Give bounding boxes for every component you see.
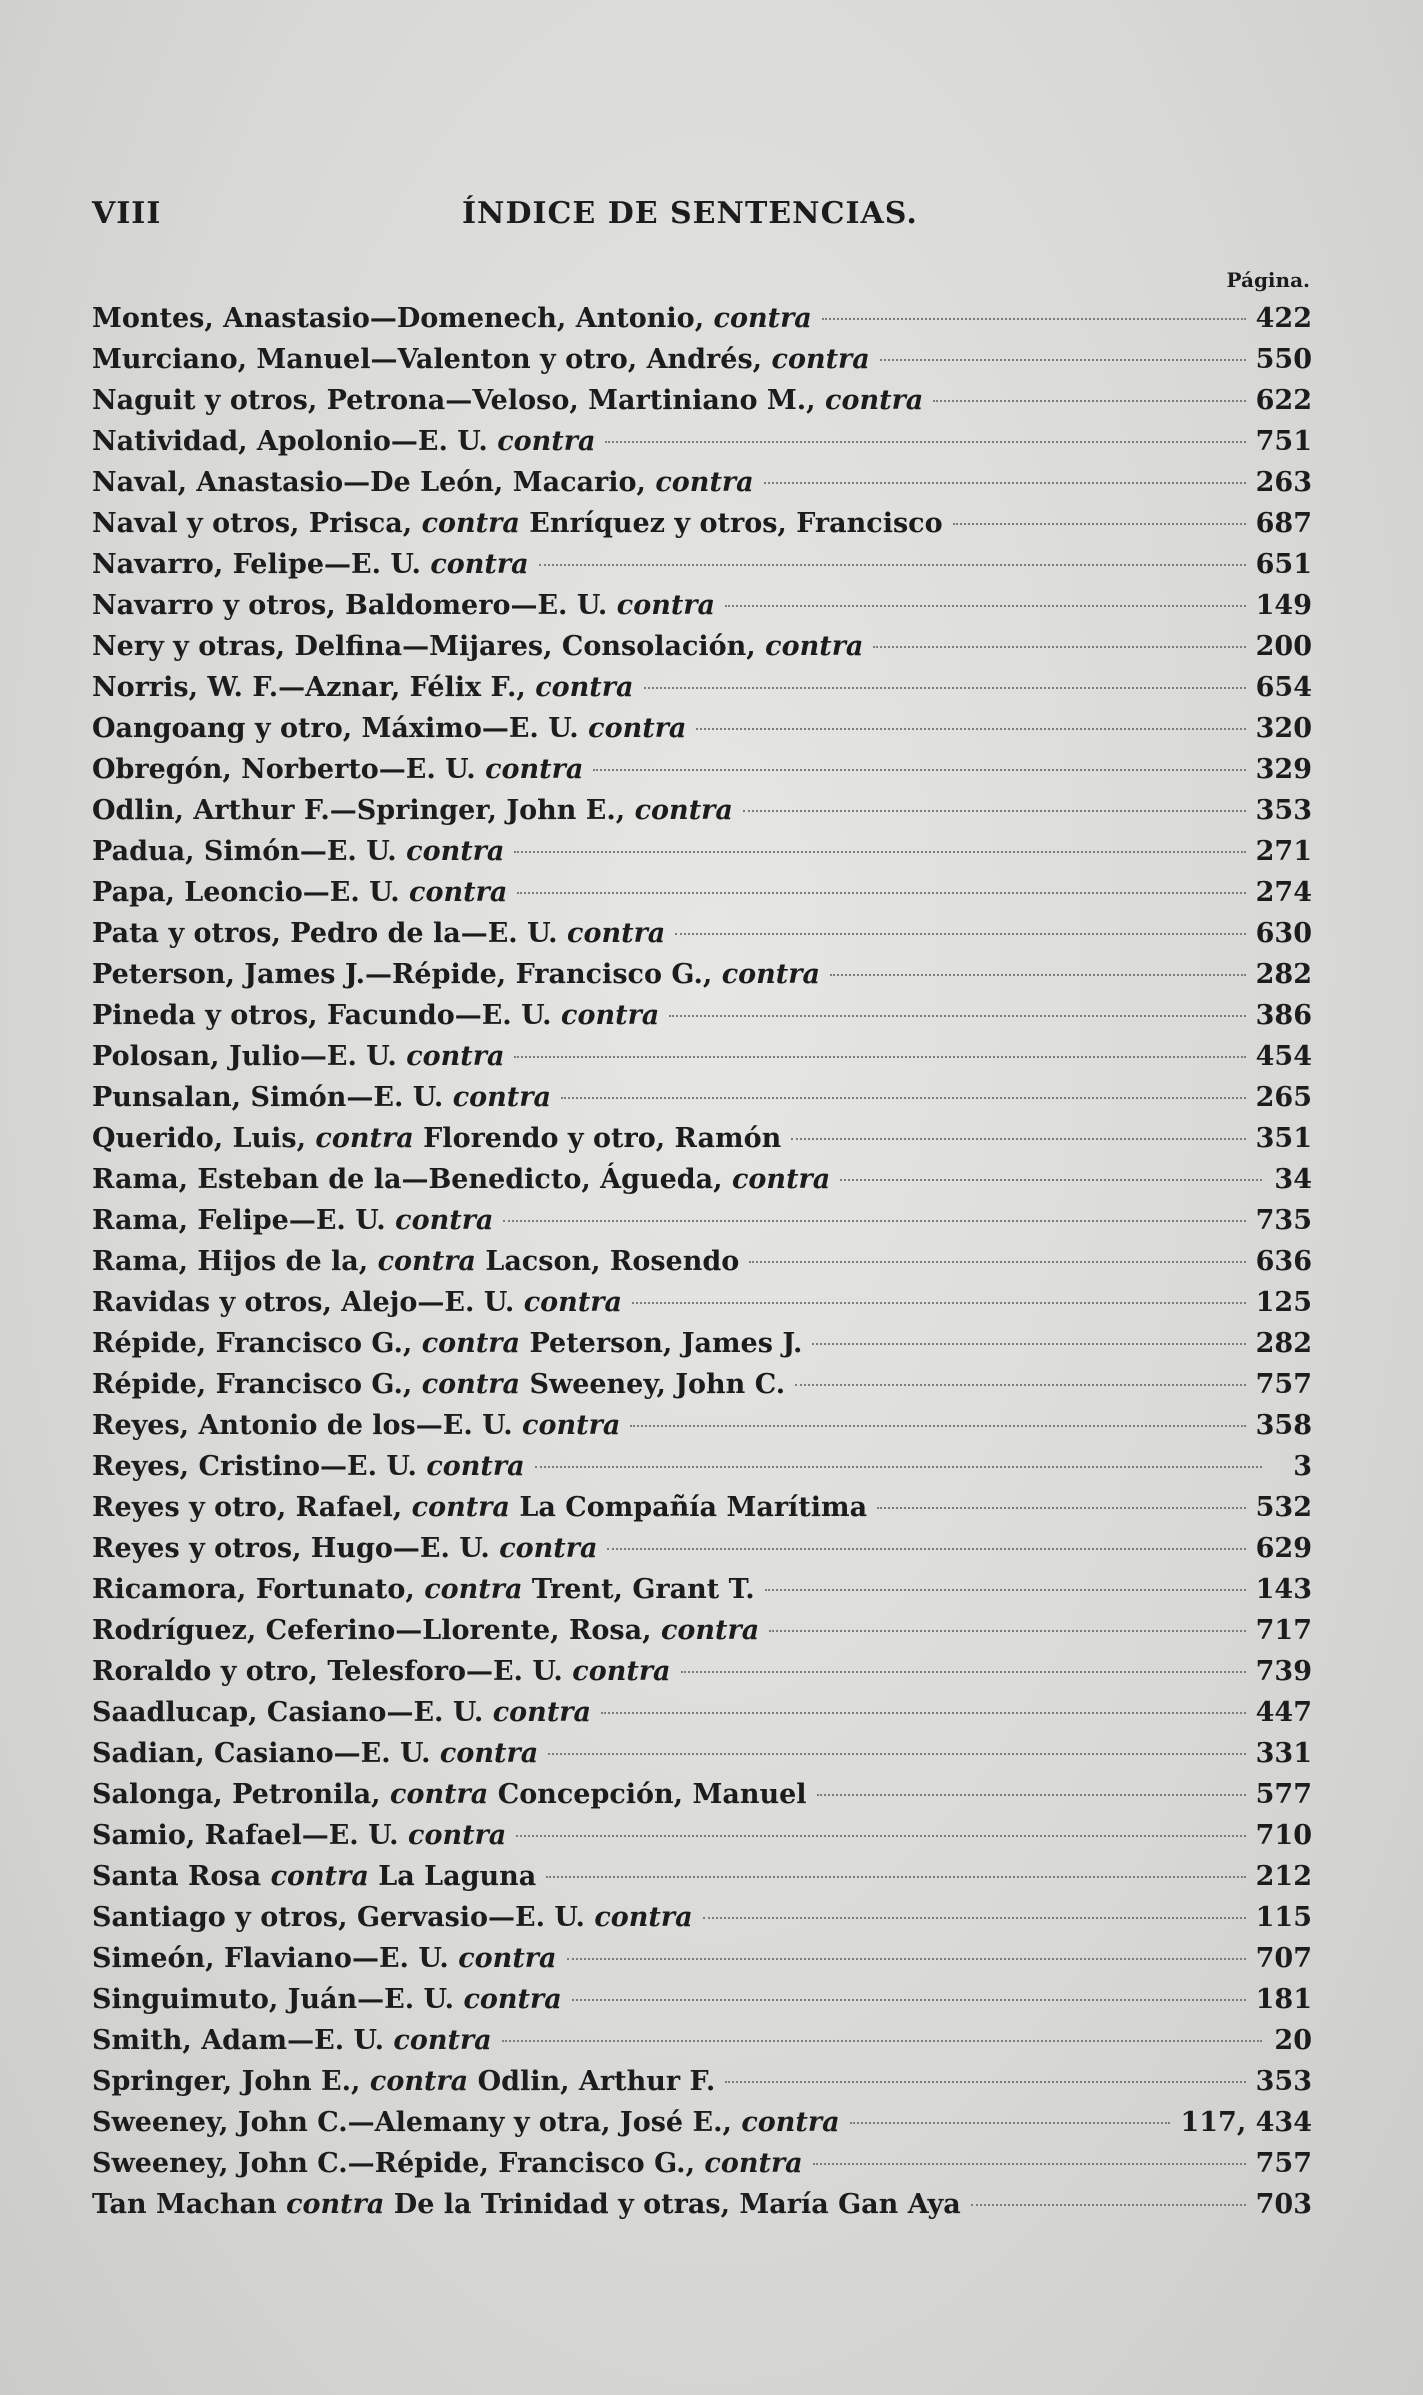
index-entry: [92, 1077, 1312, 1118]
entry-page-number: 34: [1274, 1164, 1312, 1195]
entry-leader-dots: [813, 2163, 1246, 2165]
entry-opponent: La Compañía Marítima: [519, 1492, 868, 1523]
index-entry: [92, 1569, 1312, 1610]
entry-parties: Simeón, Flaviano—E. U.: [92, 1943, 449, 1974]
entry-page-number: 200: [1255, 631, 1312, 662]
page-title: ÍNDICE DE SENTENCIAS.: [462, 196, 918, 231]
index-entry: [92, 1610, 1312, 1651]
entry-parties: Reyes, Antonio de los—E. U.: [92, 1410, 513, 1441]
entry-contra: contra: [765, 631, 864, 662]
entry-leader-dots: [517, 892, 1245, 894]
page-numeral: VIII: [92, 196, 162, 231]
entry-leader-dots: [791, 1138, 1245, 1140]
entry-leader-dots: [675, 933, 1245, 935]
entry-leader-dots: [502, 2040, 1262, 2042]
index-entry: [92, 1446, 1312, 1487]
entry-leader-dots: [817, 1794, 1246, 1796]
entry-page-number: 703: [1255, 2189, 1312, 2220]
entry-contra: contra: [463, 1984, 562, 2015]
entry-page-number: 115: [1255, 1902, 1312, 1933]
index-entry: [92, 708, 1312, 749]
index-entry: [92, 626, 1312, 667]
entry-contra: contra: [452, 1082, 551, 1113]
entry-contra: contra: [421, 1328, 521, 1359]
entry-leader-dots: [873, 646, 1245, 648]
entry-leader-dots: [971, 2204, 1246, 2206]
index-entry: [92, 1938, 1312, 1979]
entry-leader-dots: [548, 1753, 1245, 1755]
index-entry: [92, 2061, 1312, 2102]
entry-page-number: 422: [1255, 303, 1312, 334]
entry-page-number: 274: [1255, 877, 1312, 908]
entry-leader-dots: [764, 482, 1246, 484]
entry-parties: Tan Machan: [92, 2189, 277, 2220]
index-entry: [92, 1897, 1312, 1938]
entry-contra: contra: [406, 1041, 505, 1072]
index-entry: [92, 339, 1312, 380]
index-entry: [92, 462, 1312, 503]
index-entry: [92, 1733, 1312, 1774]
entry-opponent: Trent, Grant T.: [531, 1574, 755, 1605]
entry-page-number: 577: [1255, 1779, 1312, 1810]
entry-page-number: 386: [1255, 1000, 1312, 1031]
index-entry: [92, 1692, 1312, 1733]
entry-parties: Rama, Esteban de la—Benedicto, Águeda,: [92, 1164, 723, 1195]
entry-leader-dots: [605, 441, 1245, 443]
entry-page-number: 181: [1255, 1984, 1312, 2015]
entry-leader-dots: [877, 1507, 1246, 1509]
index-entry: [92, 1159, 1312, 1200]
entry-page-number: 271: [1255, 836, 1312, 867]
entry-leader-dots: [607, 1548, 1245, 1550]
entry-page-number: 329: [1255, 754, 1312, 785]
entry-contra: contra: [286, 2189, 385, 2220]
index-entry: [92, 831, 1312, 872]
entry-page-number: 447: [1255, 1697, 1312, 1728]
entry-contra: contra: [492, 1697, 592, 1728]
entry-parties: Rama, Hijos de la,: [92, 1246, 369, 1277]
entry-page-number: 125: [1255, 1287, 1312, 1318]
index-entry: [92, 1200, 1312, 1241]
entry-contra: contra: [741, 2107, 840, 2138]
entry-leader-dots: [644, 687, 1246, 689]
entry-parties: Pineda y otros, Facundo—E. U.: [92, 1000, 552, 1031]
entry-leader-dots: [696, 728, 1245, 730]
entry-parties: Rama, Felipe—E. U.: [92, 1205, 386, 1236]
entry-parties: Santiago y otros, Gervasio—E. U.: [92, 1902, 585, 1933]
entry-page-number: 282: [1255, 959, 1312, 990]
entry-page-number: 651: [1255, 549, 1312, 580]
entry-leader-dots: [953, 523, 1246, 525]
entry-contra: contra: [704, 2148, 803, 2179]
entry-page-number: 265: [1255, 1082, 1312, 1113]
entry-parties: Murciano, Manuel—Valenton y otro, Andrés,: [92, 344, 763, 375]
entry-parties: Sadian, Casiano—E. U.: [92, 1738, 431, 1769]
entry-parties: Répide, Francisco G.,: [92, 1328, 413, 1359]
entry-contra: contra: [409, 877, 508, 908]
entry-page-number: 630: [1255, 918, 1312, 949]
entry-page-number: 351: [1255, 1123, 1312, 1154]
index-entry: [92, 749, 1312, 790]
index-entry: [92, 872, 1312, 913]
entry-parties: Salonga, Petronila,: [92, 1779, 381, 1810]
entry-contra: contra: [369, 2066, 469, 2097]
entry-contra: contra: [421, 1369, 521, 1400]
index-entry: [92, 1323, 1312, 1364]
index-entry: [92, 995, 1312, 1036]
index-entry: [92, 1979, 1312, 2020]
entry-parties: Ravidas y otros, Alejo—E. U.: [92, 1287, 515, 1318]
entry-leader-dots: [840, 1179, 1262, 1181]
entry-page-number: 751: [1255, 426, 1312, 457]
entry-page-number: 707: [1255, 1943, 1312, 1974]
entry-page-number: 263: [1255, 467, 1312, 498]
entry-contra: contra: [458, 1943, 557, 1974]
index-entry: [92, 1241, 1312, 1282]
entry-parties: Naval y otros, Prisca,: [92, 508, 413, 539]
index-entry: [92, 1282, 1312, 1323]
entry-page-number: 757: [1255, 1369, 1312, 1400]
entry-contra: contra: [713, 303, 812, 334]
index-entry: [92, 790, 1312, 831]
entry-page-number: 739: [1255, 1656, 1312, 1687]
entry-contra: contra: [522, 1410, 621, 1441]
entry-leader-dots: [681, 1671, 1246, 1673]
entry-contra: contra: [499, 1533, 598, 1564]
entry-contra: contra: [497, 426, 596, 457]
entry-page-number: 320: [1255, 713, 1312, 744]
entry-contra: contra: [721, 959, 820, 990]
entry-leader-dots: [630, 1425, 1245, 1427]
entry-leader-dots: [561, 1097, 1246, 1099]
entry-opponent: Sweeney, John C.: [529, 1369, 786, 1400]
entry-parties: Natividad, Apolonio—E. U.: [92, 426, 488, 457]
entry-contra: contra: [408, 1820, 507, 1851]
entry-parties: Sweeney, John C.—Alemany y otra, José E.,: [92, 2107, 732, 2138]
index-entry: [92, 1651, 1312, 1692]
entry-contra: contra: [594, 1902, 693, 1933]
entry-opponent: Enríquez y otros, Francisco: [529, 508, 943, 539]
entry-leader-dots: [880, 359, 1246, 361]
entry-page-number: 532: [1255, 1492, 1312, 1523]
entry-parties: Saadlucap, Casiano—E. U.: [92, 1697, 484, 1728]
index-entry: [92, 1118, 1312, 1159]
entry-page-number: 735: [1255, 1205, 1312, 1236]
entry-page-number: 20: [1274, 2025, 1312, 2056]
index-entry: [92, 2020, 1312, 2061]
entry-parties: Pata y otros, Pedro de la—E. U.: [92, 918, 558, 949]
index-entry: [92, 2102, 1312, 2143]
index-entry: [92, 1856, 1312, 1897]
entry-parties: Obregón, Norberto—E. U.: [92, 754, 476, 785]
index-entry: [92, 1036, 1312, 1077]
entry-leader-dots: [567, 1958, 1246, 1960]
entry-leader-dots: [669, 1015, 1245, 1017]
index-entry: [92, 1815, 1312, 1856]
entry-leader-dots: [812, 1343, 1245, 1345]
entry-parties: Samio, Rafael—E. U.: [92, 1820, 399, 1851]
entry-contra: contra: [485, 754, 584, 785]
entry-parties: Norris, W. F.—Aznar, Félix F.,: [92, 672, 526, 703]
entry-leader-dots: [765, 1589, 1246, 1591]
entry-page-number: 654: [1255, 672, 1312, 703]
entry-parties: Répide, Francisco G.,: [92, 1369, 413, 1400]
entry-contra: contra: [572, 1656, 671, 1687]
entry-parties: Roraldo y otro, Telesforo—E. U.: [92, 1656, 563, 1687]
entry-parties: Querido, Luis,: [92, 1123, 306, 1154]
entry-opponent: Florendo y otro, Ramón: [423, 1123, 782, 1154]
entry-leader-dots: [593, 769, 1245, 771]
entry-parties: Navarro, Felipe—E. U.: [92, 549, 421, 580]
entry-page-number: 687: [1255, 508, 1312, 539]
entry-page-number: 622: [1255, 385, 1312, 416]
entry-leader-dots: [703, 1917, 1246, 1919]
entry-contra: contra: [424, 1574, 523, 1605]
entry-parties: Polosan, Julio—E. U.: [92, 1041, 397, 1072]
index-entries: [92, 298, 1312, 2225]
entry-parties: Papa, Leoncio—E. U.: [92, 877, 400, 908]
index-entry: [92, 1364, 1312, 1405]
index-entry: [92, 421, 1312, 462]
entry-opponent: La Laguna: [378, 1861, 537, 1892]
index-entry: [92, 380, 1312, 421]
entry-page-number: 353: [1255, 795, 1312, 826]
entry-leader-dots: [749, 1261, 1245, 1263]
entry-contra: contra: [634, 795, 733, 826]
entry-page-number: 282: [1255, 1328, 1312, 1359]
entry-leader-dots: [725, 605, 1246, 607]
entry-parties: Oangoang y otro, Máximo—E. U.: [92, 713, 579, 744]
entry-parties: Singuimuto, Juán—E. U.: [92, 1984, 455, 2015]
index-entry: [92, 1405, 1312, 1446]
index-entry: [92, 667, 1312, 708]
page-column-label: Página.: [1226, 268, 1310, 292]
entry-leader-dots: [850, 2122, 1171, 2124]
entry-page-number: 143: [1255, 1574, 1312, 1605]
entry-opponent: Lacson, Rosendo: [485, 1246, 740, 1277]
entry-contra: contra: [421, 508, 520, 539]
entry-leader-dots: [601, 1712, 1246, 1714]
entry-page-number: 149: [1255, 590, 1312, 621]
entry-contra: contra: [390, 1779, 489, 1810]
entry-leader-dots: [795, 1384, 1246, 1386]
entry-contra: contra: [567, 918, 666, 949]
entry-parties: Padua, Simón—E. U.: [92, 836, 397, 867]
entry-page-number: 117, 434: [1180, 2107, 1312, 2138]
entry-leader-dots: [769, 1630, 1245, 1632]
entry-parties: Montes, Anastasio—Domenech, Antonio,: [92, 303, 705, 334]
entry-parties: Navarro y otros, Baldomero—E. U.: [92, 590, 608, 621]
index-entry: [92, 2184, 1312, 2225]
entry-contra: contra: [523, 1287, 623, 1318]
entry-contra: contra: [535, 672, 634, 703]
entry-page-number: 353: [1255, 2066, 1312, 2097]
index-entry: [92, 585, 1312, 626]
entry-page-number: 331: [1255, 1738, 1312, 1769]
entry-page-number: 636: [1255, 1246, 1312, 1277]
entry-opponent: Concepción, Manuel: [497, 1779, 807, 1810]
entry-leader-dots: [830, 974, 1246, 976]
index-entry: [92, 913, 1312, 954]
entry-opponent: Peterson, James J.: [529, 1328, 803, 1359]
index-entry: [92, 1774, 1312, 1815]
entry-contra: contra: [561, 1000, 660, 1031]
entry-parties: Odlin, Arthur F.—Springer, John E.,: [92, 795, 626, 826]
entry-leader-dots: [632, 1302, 1246, 1304]
entry-parties: Rodríguez, Ceferino—Llorente, Rosa,: [92, 1615, 652, 1646]
entry-contra: contra: [660, 1615, 760, 1646]
entry-contra: contra: [377, 1246, 476, 1277]
entry-leader-dots: [503, 1220, 1245, 1222]
entry-contra: contra: [426, 1451, 525, 1482]
entry-page-number: 629: [1255, 1533, 1312, 1564]
entry-contra: contra: [616, 590, 716, 621]
entry-leader-dots: [514, 851, 1245, 853]
entry-parties: Sweeney, John C.—Répide, Francisco G.,: [92, 2148, 695, 2179]
entry-contra: contra: [655, 467, 754, 498]
entry-page-number: 454: [1255, 1041, 1312, 1072]
entry-leader-dots: [516, 1835, 1245, 1837]
page-header: [92, 196, 1332, 240]
entry-leader-dots: [514, 1056, 1245, 1058]
entry-page-number: 757: [1255, 2148, 1312, 2179]
entry-leader-dots: [539, 564, 1246, 566]
entry-contra: contra: [315, 1123, 414, 1154]
entry-parties: Nery y otras, Delfina—Mijares, Consolación,: [92, 631, 756, 662]
entry-contra: contra: [395, 1205, 494, 1236]
entry-parties: Punsalan, Simón—E. U.: [92, 1082, 444, 1113]
entry-leader-dots: [546, 1876, 1245, 1878]
index-entry: [92, 954, 1312, 995]
entry-parties: Springer, John E.,: [92, 2066, 361, 2097]
entry-opponent: De la Trinidad y otras, María Gan Aya: [393, 2189, 961, 2220]
index-entry: [92, 1487, 1312, 1528]
entry-contra: contra: [270, 1861, 369, 1892]
entry-parties: Reyes, Cristino—E. U.: [92, 1451, 417, 1482]
entry-contra: contra: [439, 1738, 539, 1769]
index-entry: [92, 544, 1312, 585]
entry-parties: Ricamora, Fortunato,: [92, 1574, 415, 1605]
entry-contra: contra: [771, 344, 870, 375]
entry-contra: contra: [430, 549, 529, 580]
entry-leader-dots: [743, 810, 1246, 812]
entry-page-number: 717: [1255, 1615, 1312, 1646]
entry-contra: contra: [393, 2025, 492, 2056]
entry-contra: contra: [406, 836, 505, 867]
entry-parties: Peterson, James J.—Répide, Francisco G.,: [92, 959, 713, 990]
entry-parties: Naval, Anastasio—De León, Macario,: [92, 467, 646, 498]
entry-page-number: 212: [1255, 1861, 1312, 1892]
entry-leader-dots: [572, 1999, 1246, 2001]
entry-leader-dots: [725, 2081, 1245, 2083]
entry-page-number: 550: [1255, 344, 1312, 375]
entry-contra: contra: [588, 713, 687, 744]
entry-page-number: 3: [1293, 1451, 1312, 1482]
entry-leader-dots: [933, 400, 1245, 402]
entry-opponent: Odlin, Arthur F.: [477, 2066, 716, 2097]
entry-leader-dots: [535, 1466, 1262, 1468]
entry-leader-dots: [822, 318, 1246, 320]
entry-parties: Reyes y otro, Rafael,: [92, 1492, 403, 1523]
index-entry: [92, 1528, 1312, 1569]
entry-contra: contra: [731, 1164, 831, 1195]
entry-page-number: 710: [1255, 1820, 1312, 1851]
entry-parties: Reyes y otros, Hugo—E. U.: [92, 1533, 490, 1564]
index-entry: [92, 503, 1312, 544]
entry-contra: contra: [411, 1492, 510, 1523]
entry-parties: Santa Rosa: [92, 1861, 262, 1892]
index-entry: [92, 2143, 1312, 2184]
index-entry: [92, 298, 1312, 339]
entry-parties: Naguit y otros, Petrona—Veloso, Martiniano M.,: [92, 385, 816, 416]
entry-contra: contra: [825, 385, 924, 416]
entry-page-number: 358: [1255, 1410, 1312, 1441]
entry-parties: Smith, Adam—E. U.: [92, 2025, 384, 2056]
